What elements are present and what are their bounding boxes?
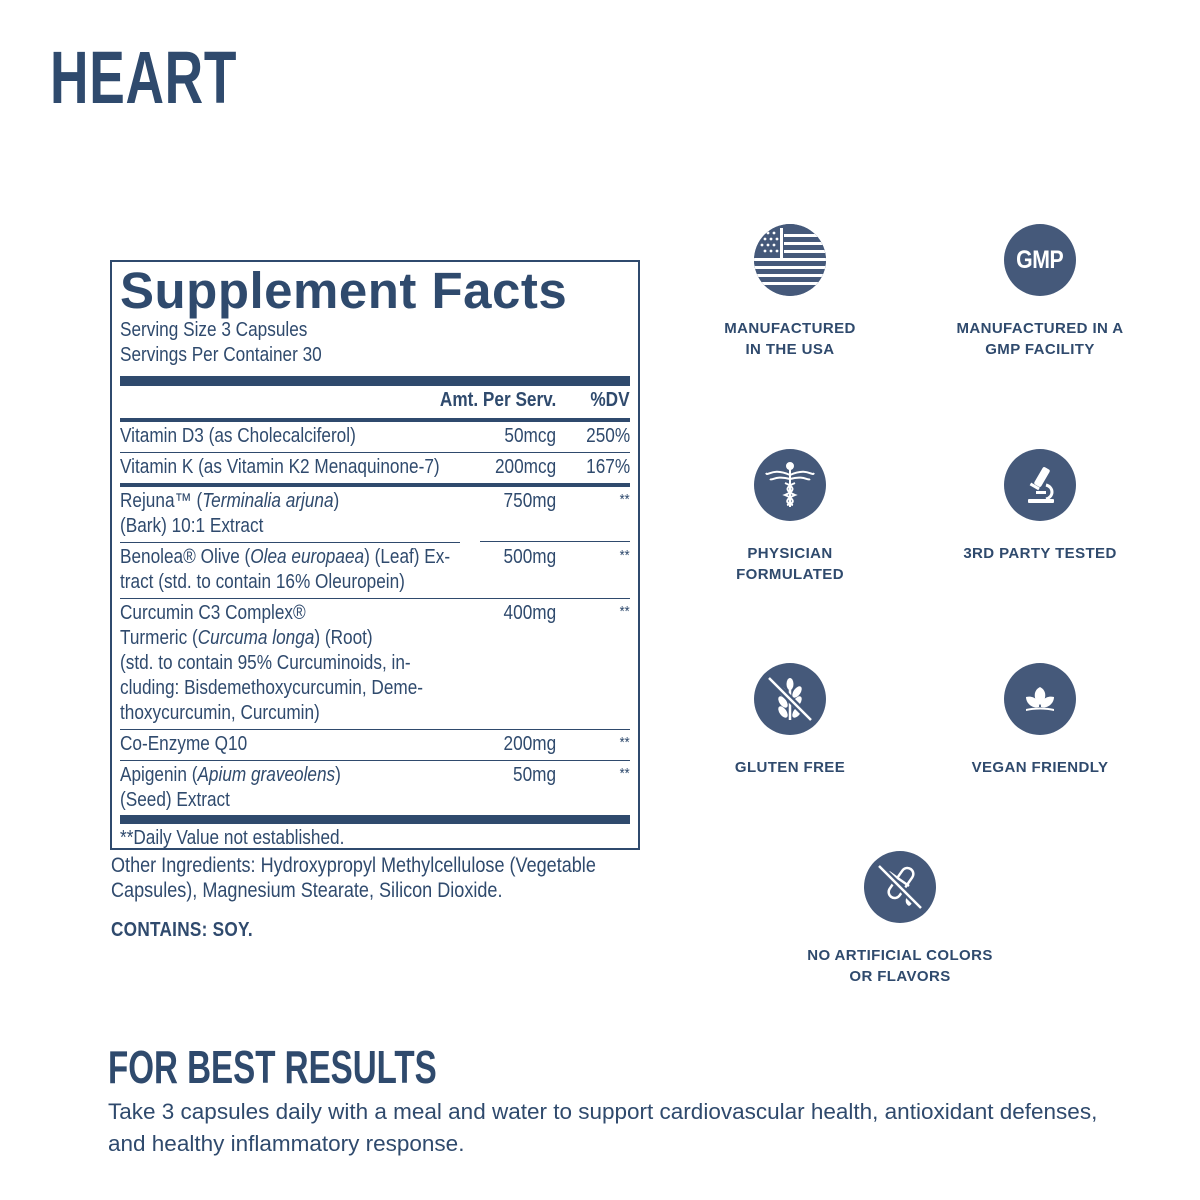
allergen-statement: CONTAINS: SOY. [111, 919, 253, 941]
supplement-facts-panel [110, 260, 640, 850]
ingredient-amount: 50mcg [504, 425, 556, 447]
ingredient-dv: 250% [586, 425, 630, 447]
ingredient-name-line: Curcumin C3 Complex® [120, 602, 306, 624]
row-divider [480, 541, 630, 542]
ingredient-name-line: (Bark) 10:1 Extract [120, 515, 264, 537]
facts-row [120, 453, 630, 483]
badge-label: GLUTEN FREE [734, 759, 846, 776]
badge-physician [660, 449, 920, 585]
ingredient-dv: ** [619, 765, 630, 782]
us-flag-icon [754, 224, 826, 296]
other-ingredients [111, 853, 644, 903]
badge-no-artificial [770, 851, 1030, 987]
badge-label: NO ARTIFICIAL COLORS OR FLAVORS [807, 947, 993, 985]
best-results-text: Take 3 capsules daily with a meal and water to support cardiovascular health, antioxidant defenses, and healthy inflammatory response. [108, 1099, 1098, 1156]
ingredient-name-prefix: Rejuna™ ( [120, 490, 203, 512]
badge-vegan [910, 663, 1170, 778]
ingredient-dv: 167% [586, 456, 630, 478]
badge-label: MANUFACTURED IN THE USA [724, 320, 856, 358]
serving-size: Serving Size 3 Capsules [120, 319, 308, 341]
ingredient-name-line: (std. to contain 95% Curcuminoids, in- [120, 652, 411, 674]
ingredient-amount: 200mg [503, 733, 556, 755]
divider-thick [120, 376, 630, 386]
divider-bottom [120, 815, 630, 824]
badge-label: VEGAN FRIENDLY [971, 759, 1109, 776]
ingredient-name: Vitamin K (as Vitamin K2 Menaquinone-7) [120, 456, 440, 478]
no-test-tube-icon [864, 851, 936, 923]
facts-header-row [120, 386, 630, 418]
facts-row [120, 422, 630, 452]
ingredient-name-line: (Seed) Extract [120, 789, 230, 811]
badge-label: 3RD PARTY TESTED [963, 545, 1117, 562]
ingredient-name: Co-Enzyme Q10 [120, 733, 248, 755]
facts-row: Rejuna™ (Terminalia arjuna) (Bark) 10:1 Extract 750mg ** [120, 487, 630, 542]
ingredient-name-line: tract (std. to contain 16% Oleuropein) [120, 571, 405, 593]
ingredient-latin-name: Terminalia arjuna [202, 490, 334, 512]
facts-row [120, 730, 630, 760]
ingredient-dv: ** [619, 547, 630, 564]
leaf-icon [1004, 663, 1076, 735]
gmp-icon: GMP [1004, 224, 1076, 296]
other-ingredients-line: Capsules), Magnesium Stearate, Silicon Dioxide. [111, 879, 503, 902]
microscope-icon [1004, 449, 1076, 521]
ingredient-amount: 500mg [503, 546, 556, 568]
ingredient-dv: ** [619, 734, 630, 751]
badge-label: PHYSICIAN FORMULATED [736, 545, 844, 583]
ingredient-amount: 400mg [503, 602, 556, 624]
ingredient-amount: 750mg [503, 490, 556, 512]
servings-per-container: Servings Per Container 30 [120, 344, 322, 366]
facts-title: Supplement Facts [120, 262, 568, 319]
facts-row: Apigenin (Apium graveolens) (Seed) Extract 50mg ** [120, 761, 630, 815]
facts-footnote: **Daily Value not established. [120, 827, 345, 849]
ingredient-name-line: cluding: Bisdemethoxycurcumin, Deme- [120, 677, 424, 699]
ingredient-amount: 50mg [512, 764, 556, 786]
best-results-title: FOR BEST RESULTS [108, 1041, 437, 1093]
ingredient-amount: 200mcg [494, 456, 556, 478]
facts-row: Curcumin C3 Complex® Turmeric (Curcuma longa) (Root) (std. to contain 95% Curcuminoids, in- cluding: Bisdemethoxycurcumin, Deme- thoxycurcumin, Curcumin) 400mg ** [120, 599, 630, 729]
ingredient-dv: ** [619, 491, 630, 508]
badge-gmp [910, 224, 1170, 360]
header-dv: %DV [590, 389, 630, 411]
badge-third-party [910, 449, 1170, 564]
ingredient-name-line: thoxycurcumin, Curcumin) [120, 702, 320, 724]
badge-gluten-free [660, 663, 920, 778]
facts-row: Benolea® Olive (Olea europaea) (Leaf) Ex- tract (std. to contain 16% Oleuropein) 500mg ** [120, 543, 630, 598]
no-wheat-icon [754, 663, 826, 735]
badge-made-in-usa [660, 224, 920, 360]
header-amount: Amt. Per Serv. [439, 389, 556, 411]
badge-label: MANUFACTURED IN A GMP FACILITY [956, 320, 1124, 358]
ingredient-name: Vitamin D3 (as Cholecalciferol) [120, 425, 356, 447]
other-ingredients-line: Other Ingredients: Hydroxypropyl Methylcellulose (Vegetable [111, 854, 596, 877]
ingredient-dv: ** [619, 603, 630, 620]
product-title: HEART [50, 36, 238, 119]
caduceus-icon [754, 449, 826, 521]
